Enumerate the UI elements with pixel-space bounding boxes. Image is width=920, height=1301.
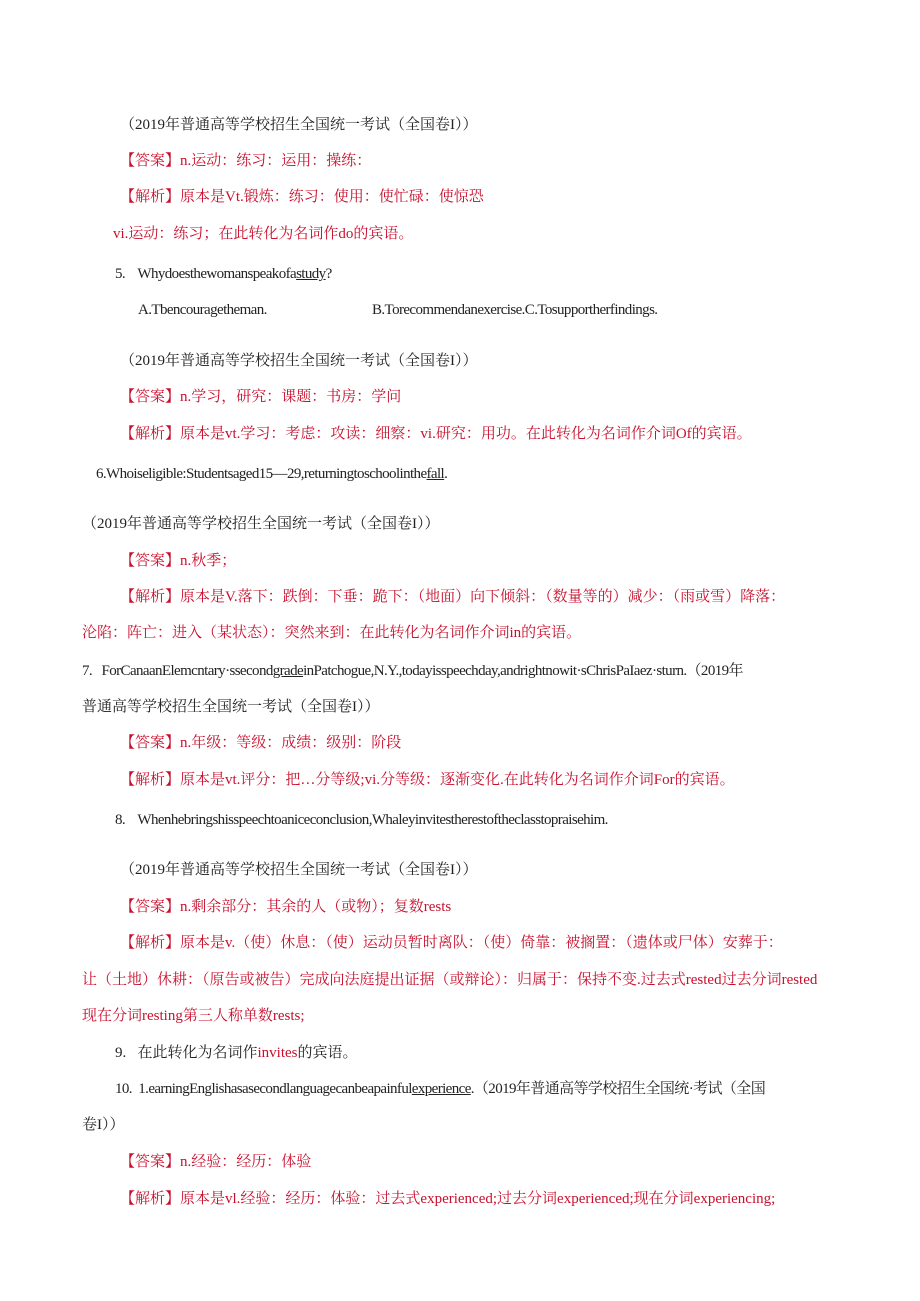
question-text-end: .（2019年普通高等学校招生全国统·考试（全国 (470, 1081, 766, 1097)
question-number: 10. (115, 1081, 132, 1097)
analysis-5-cont: 让（土地）休耕：（原告或被告）完成向法庭提出证据（或辩论）：归属于：保持不变.过去式rested过去分词rested (82, 972, 818, 988)
answer-2: 【答案】n.学习，研究：课题：书房：学问 (120, 389, 402, 405)
analysis-5: 【解析】原本是v.（使）休息：（使）运动员暂时离队：（使）倚靠：被搁置：（遗体或尸体）安葬于： (120, 935, 783, 951)
answer-6: 【答案】n.经验：经历：体验 (120, 1154, 312, 1170)
question-text: 1.earningEnglishasasecondlanguagecanbeapainful (138, 1081, 412, 1097)
question-text: Whydoesthewomanspeakofa (137, 266, 297, 282)
exam-source-1: （2019年普通高等学校招生全国统一考试（全国卷I）） (120, 117, 478, 133)
question-10 (115, 1079, 765, 1099)
target-word: experience (411, 1081, 471, 1097)
question-text: 6.Whoiseligible:Studentsaged15—29,returningtoschoolinthe (96, 466, 427, 482)
exam-source-2: （2019年普通高等学校招生全国统一考试（全国卷I）） (120, 353, 478, 369)
question-6 (96, 464, 447, 484)
question-text-end: . (444, 466, 448, 482)
exam-source-3: （2019年普通高等学校招生全国统一考试（全国卷I）） (82, 516, 440, 532)
question-text: 在此转化为名词作 (137, 1045, 258, 1061)
exam-source-5: （2019年普通高等学校招生全国统一考试（全国卷I）） (120, 862, 478, 878)
question-text-end: 的宾语。 (297, 1045, 358, 1061)
answer-4: 【答案】n.年级：等级：成绩：级别：阶段 (120, 735, 402, 751)
analysis-5-cont2: 现在分词resting第三人称单数rests; (82, 1008, 305, 1024)
question-8 (115, 810, 608, 830)
analysis-4: 【解析】原本是vt.评分：把…分等级;vi.分等级：逐渐变化.在此转化为名词作介词For的宾语。 (120, 772, 735, 788)
target-word: grade (272, 663, 304, 679)
question-text: Whenhebringshisspeechtoaniceconclusion,Whaleyinvitestherestoftheclasstopraisehim. (137, 812, 608, 828)
analysis-3-cont: 沦陷：阵亡：进入（某状态）：突然来到：在此转化为名词作介词in的宾语。 (82, 625, 582, 641)
question-7 (82, 661, 743, 681)
answer-3: 【答案】n.秋季； (120, 553, 237, 569)
analysis-2: 【解析】原本是vt.学习：考虑：攻读：细察：vi.研究：用功。在此转化为名词作介词Of的宾语。 (120, 426, 752, 442)
analysis-1-cont: vi.运动：练习；在此转化为名词作do的宾语。 (113, 226, 414, 242)
question-5 (115, 264, 332, 284)
question-text-end: inPatchogue,N.Y.,todayisspeechday,andrightnowit·sChrisPaIaez·sturn.（2019年 (303, 663, 743, 679)
option-bc: B.Torecommendanexercise.C.Tosupportherfindings. (372, 302, 658, 318)
question-7-cont: 普通高等学校招生全国统一考试（全国卷I）） (82, 699, 380, 715)
question-9 (115, 1043, 358, 1063)
question-text: ForCanaanElemcntary·ssecond (101, 663, 273, 679)
analysis-6: 【解析】原本是vl.经验：经历：体验：过去式experienced;过去分词experienced;现在分词experiencing; (120, 1191, 776, 1207)
question-number: 9. (115, 1045, 127, 1061)
analysis-1: 【解析】原本是Vt.锻炼：练习：使用：使忙碌：使惊恐 (120, 189, 484, 205)
option-a: A.Tbencouragetheman. (138, 302, 267, 318)
target-word: invites (257, 1045, 298, 1061)
analysis-3: 【解析】原本是V.落下：跌倒：下垂：跪下：（地面）向下倾斜：（数量等的）减少：（雨或雪）降落： (120, 589, 786, 605)
question-10-cont: 卷I）） (82, 1117, 125, 1133)
question-number: 5. (115, 266, 126, 282)
target-word: study (296, 266, 326, 282)
answer-1: 【答案】n.运动：练习：运用：操练： (120, 153, 372, 169)
question-text-end: ? (325, 266, 332, 282)
question-number: 7. (82, 663, 93, 679)
answer-5: 【答案】n.剩余部分：其余的人（或物）；复数rests (120, 899, 452, 915)
target-word: fall (426, 466, 445, 482)
question-number: 8. (115, 812, 126, 828)
